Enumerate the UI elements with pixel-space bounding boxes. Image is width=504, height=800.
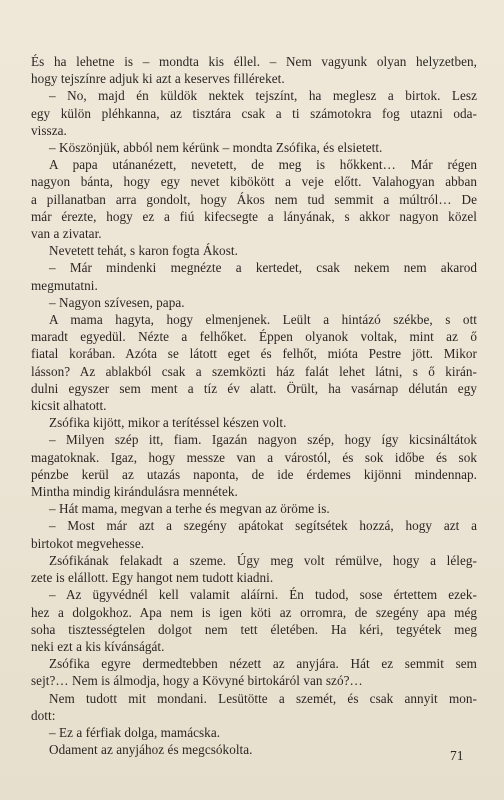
text-line: Nem tudott mit mondani. Lesütötte a szemét, és csak annyit mon-: [49, 690, 477, 706]
text-line: neki ezt a kis kívánságát.: [31, 638, 165, 654]
text-line: vissza.: [31, 122, 67, 138]
text-line: dulni egyszer sem ment a tíz év alatt. Örült, ha vasárnap délután egy: [31, 380, 477, 396]
text-line: pénzbe kerül az utazás naponta, de ide érdemes kijönni mindennap.: [31, 466, 477, 482]
text-line: kicsit alhatott.: [31, 398, 107, 414]
text-line: a pillanatban arra gondolt, hogy Ákos nem tud semmit a múltról… De: [31, 191, 477, 207]
text-line: soha tisztességtelen dolgot nem tett életében. Ha kéri, tegyétek meg: [31, 621, 477, 637]
page-number: 71: [450, 748, 464, 763]
body-text: [31, 53, 477, 758]
text-line: – Ez a férfiak dolga, mamácska.: [49, 724, 221, 740]
text-line: És ha lehetne is – mondta kis éllel. – Nem vagyunk olyan helyzetben,: [31, 54, 477, 69]
text-line: már érezte, hogy ez a fiú kifecsegte a lányának, s akkor nagyon közel: [31, 208, 477, 224]
text-line: Odament az anyjához és megcsókolta.: [49, 742, 253, 758]
text-line: magatoknak. Igaz, hogy messze van a várostól, és sok időbe és sok: [31, 449, 477, 465]
text-line: Nevetett tehát, s karon fogta Ákost.: [49, 243, 238, 259]
text-line: nagyon bánta, hogy egy nevet kibökött a veje előtt. Valahogyan abban: [31, 174, 477, 190]
text-line: – Már mindenki megnézte a kertedet, csak nekem nem akarod: [49, 260, 477, 276]
text-line: lásson? Az ablakból csak a szemközti ház falát lehet látni, s ő kirán-: [31, 363, 477, 379]
text-line: hogy tejszínre adjuk ki azt a keserves filléreket.: [31, 71, 285, 87]
text-line: A papa utánanézett, nevetett, de meg is hőkkent… Már régen: [49, 157, 477, 173]
text-line: fiatal korában. Azóta se látott eget és felhőt, mióta Pestre jött. Mikor: [31, 346, 477, 362]
text-line: – Nagyon szívesen, papa.: [49, 294, 185, 310]
text-line: megmutatni.: [31, 277, 98, 293]
text-line: maradt egyedül. Nézte a felhőket. Éppen olyanok voltak, mint az ő: [31, 329, 477, 345]
text-line: birtokot megvehesse.: [31, 535, 145, 551]
text-line: – Köszönjük, abból nem kérünk – mondta Zsófika, és elsietett.: [49, 140, 383, 156]
text-line: – Az ügyvédnél kell valamit aláírni. Én tudod, sose értettem ezek-: [49, 587, 477, 603]
text-line: Zsófika egyre dermedtebben nézett az anyjára. Hát ez semmit sem: [49, 656, 477, 672]
text-line: dott:: [31, 707, 56, 723]
text-line: – Milyen szép itt, fiam. Igazán nagyon szép, hogy így kicsináltátok: [49, 432, 477, 448]
text-line: – Most már azt a szegény apátokat segítsétek hozzá, hogy azt a: [49, 518, 477, 534]
text-line: van a zivatar.: [31, 226, 102, 242]
text-line: zete is elállott. Egy hangot nem tudott kiadni.: [31, 570, 274, 586]
text-line: Zsófika kijött, mikor a terítéssel készen volt.: [49, 415, 287, 431]
text-line: Zsófikának felakadt a szeme. Úgy meg volt rémülve, hogy a léleg-: [49, 552, 477, 568]
text-line: egy külön pléhkanna, az tisztára csak a ti számotokra fog utazni oda-: [31, 105, 477, 121]
text-line: – No, majd én küldök nektek tejszínt, ha meglesz a birtok. Lesz: [49, 88, 477, 104]
text-line: hez a dolgokhoz. Apa nem is igen köti az orromra, de szegény apa még: [31, 604, 477, 620]
text-line: Mintha mindig kirándulásra mennétek.: [31, 484, 238, 500]
text-line: sejt?… Nem is álmodja, hogy a Kövyné birtokáról van szó?…: [31, 673, 363, 689]
text-line: A mama hagyta, hogy elmenjenek. Leült a hintázó székbe, s ott: [49, 312, 477, 328]
text-line: – Hát mama, megvan a terhe és megvan az öröme is.: [49, 501, 330, 517]
